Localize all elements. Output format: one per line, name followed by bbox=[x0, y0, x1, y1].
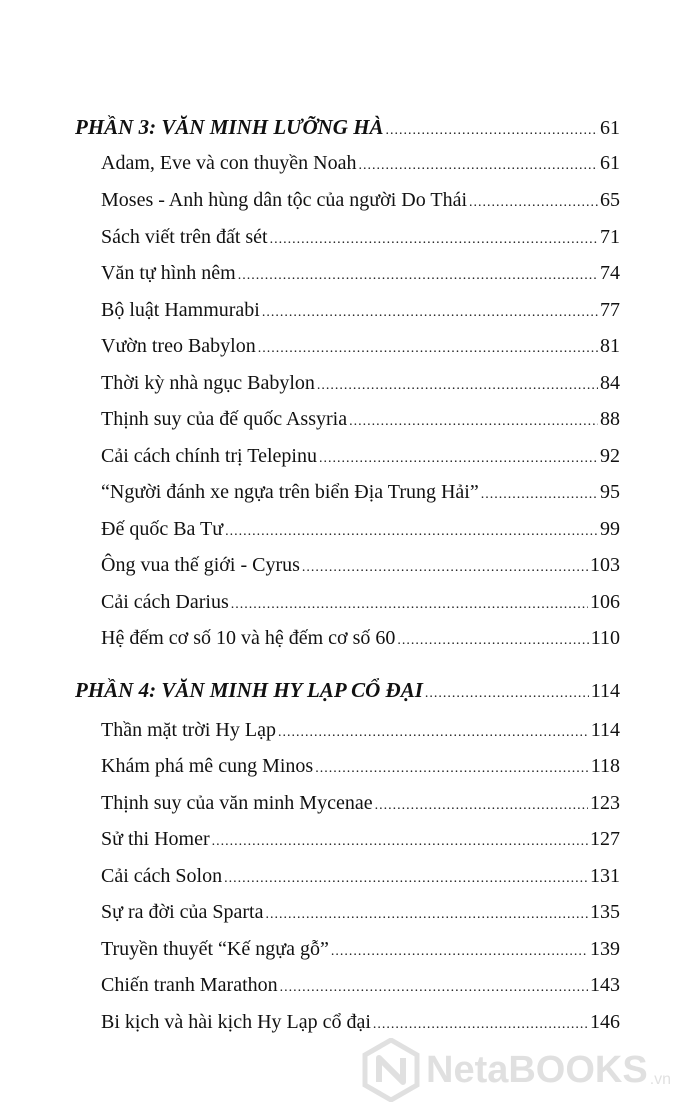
page-number: 114 bbox=[590, 719, 620, 741]
dot-leader bbox=[224, 864, 588, 894]
dot-leader bbox=[278, 718, 589, 748]
dot-leader bbox=[358, 151, 598, 181]
page-number: 71 bbox=[600, 226, 620, 248]
entry-title: Sử thi Homer bbox=[101, 828, 210, 850]
dot-leader bbox=[280, 973, 588, 1003]
toc-entry bbox=[101, 970, 620, 1000]
toc-entry bbox=[101, 477, 620, 507]
toc-entry bbox=[101, 368, 620, 398]
page-number: 110 bbox=[590, 627, 620, 649]
dot-leader bbox=[302, 553, 588, 583]
entry-title: Khám phá mê cung Minos bbox=[101, 755, 314, 777]
dot-leader bbox=[212, 827, 588, 857]
page-number: 95 bbox=[600, 481, 620, 503]
page-number: 77 bbox=[600, 299, 620, 321]
entry-title: Đế quốc Ba Tư bbox=[101, 518, 224, 540]
dot-leader bbox=[317, 371, 598, 401]
page-number: 81 bbox=[600, 335, 620, 357]
dot-leader bbox=[349, 407, 598, 437]
entry-title: Ông vua thế giới - Cyrus bbox=[101, 554, 300, 576]
page-number: 84 bbox=[600, 372, 620, 394]
toc-section-heading bbox=[75, 112, 620, 142]
section-title: PHẦN 4: VĂN MINH HY LẠP CỔ ĐẠI bbox=[75, 678, 423, 702]
watermark bbox=[362, 1035, 692, 1105]
dot-leader bbox=[265, 900, 588, 930]
page-number: 139 bbox=[590, 938, 620, 960]
watermark-suffix: .vn bbox=[649, 1071, 672, 1088]
toc-entry bbox=[101, 550, 620, 580]
dot-leader bbox=[397, 626, 588, 656]
page-number: 131 bbox=[590, 865, 620, 887]
page-number: 114 bbox=[590, 680, 620, 702]
dot-leader bbox=[315, 754, 589, 784]
toc-entry bbox=[101, 222, 620, 252]
entry-title: Thịnh suy của đế quốc Assyria bbox=[101, 408, 348, 430]
page-number: 74 bbox=[600, 262, 620, 284]
toc-entry bbox=[101, 934, 620, 964]
page-number: 146 bbox=[590, 1011, 620, 1033]
page-number: 92 bbox=[600, 445, 620, 467]
dot-leader bbox=[225, 517, 598, 547]
toc-entry bbox=[101, 514, 620, 544]
page-number: 61 bbox=[600, 152, 620, 174]
entry-title: Truyền thuyết “Kế ngựa gỗ” bbox=[101, 938, 329, 960]
entry-title: Thần mặt trời Hy Lạp bbox=[101, 719, 276, 741]
entry-title: Cải cách Solon bbox=[101, 865, 223, 887]
entry-title: “Người đánh xe ngựa trên biển Địa Trung Hải” bbox=[101, 481, 479, 503]
toc-entry bbox=[101, 331, 620, 361]
entry-title: Thịnh suy của văn minh Mycenae bbox=[101, 792, 373, 814]
entry-title: Vườn treo Babylon bbox=[101, 335, 256, 357]
dot-leader bbox=[231, 590, 588, 620]
dot-leader bbox=[481, 480, 598, 510]
toc-entry bbox=[101, 404, 620, 434]
page-number: 65 bbox=[600, 189, 620, 211]
dot-leader bbox=[319, 444, 598, 474]
entry-title: Sách viết trên đất sét bbox=[101, 226, 268, 248]
entry-title: Bộ luật Hammurabi bbox=[101, 299, 260, 321]
dot-leader bbox=[469, 188, 598, 218]
toc-entry bbox=[101, 897, 620, 927]
toc-entry bbox=[101, 185, 620, 215]
page-number: 143 bbox=[590, 974, 620, 996]
toc-section-heading bbox=[75, 675, 620, 705]
watermark-text: NetaBOOKS bbox=[426, 1048, 648, 1091]
toc-entry bbox=[101, 788, 620, 818]
toc-entry bbox=[101, 861, 620, 891]
page-number: 88 bbox=[600, 408, 620, 430]
toc-entry bbox=[101, 295, 620, 325]
netabooks-logo-icon bbox=[362, 1038, 420, 1102]
entry-title: Hệ đếm cơ số 10 và hệ đếm cơ số 60 bbox=[101, 627, 396, 649]
entry-title: Thời kỳ nhà ngục Babylon bbox=[101, 372, 315, 394]
dot-leader bbox=[386, 116, 598, 146]
toc-entry bbox=[101, 715, 620, 745]
toc-entry bbox=[101, 1007, 620, 1037]
entry-title: Sự ra đời của Sparta bbox=[101, 901, 264, 923]
dot-leader bbox=[258, 334, 598, 364]
toc-entry bbox=[101, 258, 620, 288]
entry-title: Văn tự hình nêm bbox=[101, 262, 236, 284]
entry-title: Bi kịch và hài kịch Hy Lạp cổ đại bbox=[101, 1011, 371, 1033]
section-title: PHẦN 3: VĂN MINH LƯỠNG HÀ bbox=[75, 115, 384, 139]
entry-title: Cải cách chính trị Telepinu bbox=[101, 445, 317, 467]
entry-title: Cải cách Darius bbox=[101, 591, 229, 613]
page-number: 99 bbox=[600, 518, 620, 540]
dot-leader bbox=[375, 791, 588, 821]
toc-entry bbox=[101, 751, 620, 781]
dot-leader bbox=[425, 679, 589, 709]
dot-leader bbox=[331, 937, 588, 967]
page-number: 61 bbox=[600, 117, 620, 139]
page-number: 106 bbox=[590, 591, 620, 613]
dot-leader bbox=[270, 225, 598, 255]
page-number: 123 bbox=[590, 792, 620, 814]
toc-entry bbox=[101, 824, 620, 854]
entry-title: Moses - Anh hùng dân tộc của người Do Thái bbox=[101, 189, 467, 211]
toc-entry bbox=[101, 587, 620, 617]
dot-leader bbox=[262, 298, 598, 328]
dot-leader bbox=[238, 261, 598, 291]
entry-title: Adam, Eve và con thuyền Noah bbox=[101, 152, 357, 174]
page-number: 127 bbox=[590, 828, 620, 850]
page-number: 118 bbox=[590, 755, 620, 777]
toc-entry bbox=[101, 441, 620, 471]
page-number: 103 bbox=[590, 554, 620, 576]
toc-entry bbox=[101, 623, 620, 653]
page-number: 135 bbox=[590, 901, 620, 923]
entry-title: Chiến tranh Marathon bbox=[101, 974, 278, 996]
toc-entry bbox=[101, 148, 620, 178]
